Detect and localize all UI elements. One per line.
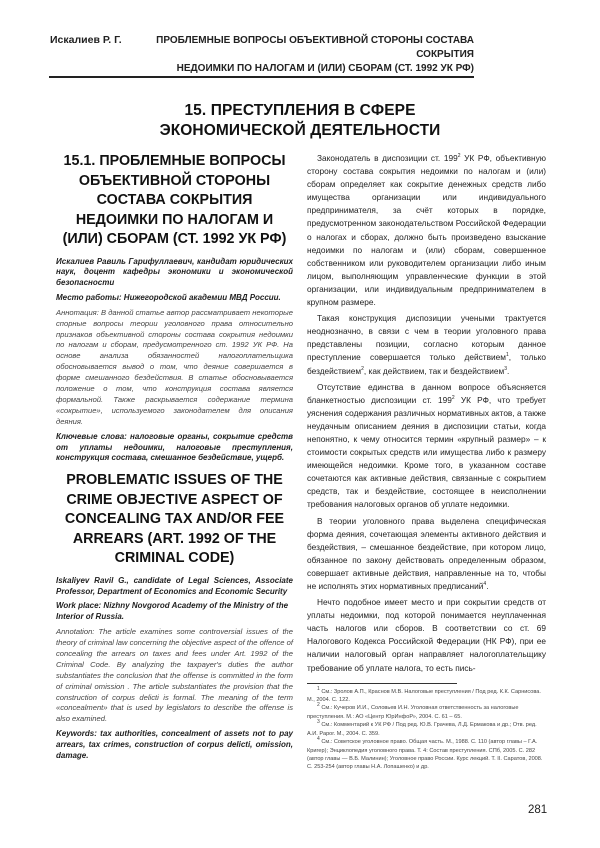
header-title: [144, 34, 474, 76]
page-number: 281: [528, 804, 548, 816]
body-paragraph-2: [307, 312, 546, 377]
footnote-text: См.: Советское уголовное право. Общая часть. М., 1988. С. 110 (автор главы – Г.А. Кригер); Энциклопедия уголовного права. Т. 4: Состав преступления. СПб, 2005. С. 282 (автор главы — В.Б. Малинин); Уголовное право России. Курс лекций. Т. II. Саратов, 2008. С. 253-254 (автор главы Н.А. Лопашенко) и др.: [307, 739, 543, 771]
text-run: .: [506, 365, 510, 376]
footnote-text: См.: Комментарий к УК РФ / Под ред. Ю.В. Грачева, Л.Д. Ермакова и др.; Отв. ред. А.И. Рарог. М., 2004. С. 359.: [307, 722, 537, 737]
header-title-line-1: ПРОБЛЕМНЫЕ ВОПРОСЫ ОБЪЕКТИВНОЙ СТОРОНЫ СОСТАВА СОКРЫТИЯ: [156, 35, 474, 60]
header-title-line-2: НЕДОИМКИ ПО НАЛОГАМ И (ИЛИ) СБОРАМ (СТ. 1992 УК РФ): [176, 63, 474, 74]
footnote-ref-4[interactable]: 4: [483, 581, 487, 588]
text-run: .: [486, 581, 489, 591]
footnote-superscript: 2: [457, 153, 461, 160]
footnote-4: [307, 738, 546, 772]
footnote-ref-1[interactable]: 1: [505, 352, 509, 359]
text-run: УК РФ, объективную сторону состава сокрытия недоимки по налогам и (или) сборам определяет как сокрытие денежных средств либо имущества организации или индивидуального предпринимателя, за счёт которых в порядке, предусмотренном законодательством Российской Федерации о налогах и сборах, должно быть произведено взыскание недоимки по налогам и (или) сборам, совершенное собственником или руководителем организации либо иным лицом, выполняющим управленческие функции в этой организации, или индивидуальным предпринимателем в крупном размере.: [307, 153, 546, 308]
footnote-ref-2[interactable]: 2: [361, 365, 364, 372]
body-paragraph-5: Нечто подобное имеет место и при сокрытии средств от уплаты недоимки, под которой понимается неуплаченная часть налогов или сборов. В соответствии со ст. 69 Налогового Кодекса Российской Федерации (НК РФ), при ее наличии налоговый орган направляет налогоплательщику требование об уплате налога, то есть пись-: [307, 597, 546, 673]
footnote-1: [307, 685, 546, 705]
running-header: [50, 34, 474, 74]
author-info-ru: Искалиев Равиль Гарифуллаевич, кандидат юридических наук, доцент кафедры экономики и экономической безопасности: [56, 256, 293, 288]
chapter-title: [0, 101, 600, 141]
footnote-text: См.: Кучеров И.И., Соловьев И.Н. Уголовная ответственность за налоговые преступления. М.: АО «Центр ЮрИнфоР», 2004. С. 61 – 65.: [307, 705, 519, 720]
keywords-en: Keywords: tax authorities, concealment of assets not to pay arrears, tax crimes, construction of corpus delicti, omission, damage.: [56, 729, 293, 761]
footnote-number: 3: [317, 719, 320, 726]
footnote-3: [307, 721, 546, 738]
footnote-number: 1: [317, 685, 320, 692]
body-paragraph-1: [307, 152, 546, 309]
text-run: Отсутствие единства в данном вопросе объясняется бланкетностью диспозиции ст. 199: [307, 381, 546, 405]
footnotes: [307, 685, 546, 772]
keywords-ru: Ключевые слова: налоговые органы, сокрытие средств от уплаты недоимки, налоговые преступления, конструкция состава, смешанное бездействие, ущерб.: [56, 431, 293, 463]
body-paragraph-3: [307, 381, 546, 512]
chapter-title-line-2: ЭКОНОМИЧЕСКОЙ ДЕЯТЕЛЬНОСТИ: [159, 122, 441, 139]
footnote-2: [307, 704, 546, 721]
body-paragraph-4: [307, 515, 546, 594]
text-run: , как действием, так и бездействием: [363, 365, 505, 376]
footnote-text: См.: Зролов А.П., Краснов М.В. Налоговые преступления / Под ред. К.К. Сарнисова. М., 2004. С. 122.: [307, 688, 541, 704]
header-rule: [49, 76, 474, 78]
workplace-ru: Место работы: Нижегородской академии МВД России.: [56, 292, 281, 302]
chapter-title-line-1: 15. ПРЕСТУПЛЕНИЯ В СФЕРЕ: [184, 102, 416, 119]
text-run: Такая конструкция диспозиции учеными трактуется неоднозначно, в связи с чем в теории уголовного права представлены позиции, согласно которым данное преступление совершается только действием: [307, 313, 546, 363]
workplace-en: Work place: Nizhny Novgorod Academy of the Ministry of the Interior of Russia.: [56, 601, 289, 622]
footnote-ref-3[interactable]: 3: [504, 365, 507, 372]
text-run: , только бездействием: [307, 352, 546, 376]
text-run: В теории уголовного права выделена специфическая форма деяния, сочетающая элементы активного действия и бездействия, – смешанное бездействие, при котором лицо, обязанное по закону действовать определенным образом, совершает активные действия, направленные на то, чтобы не исполнять этих нормативных предписаний: [307, 515, 546, 591]
footnote-number: 2: [317, 702, 320, 709]
right-column: [307, 152, 546, 772]
section-title-ru: 15.1. ПРОБЛЕМНЫЕ ВОПРОСЫ ОБЪЕКТИВНОЙ СТОРОНЫ СОСТАВА СОКРЫТИЯ НЕДОИМКИ ПО НАЛОГАМ И (ИЛИ) СБОРАМ (СТ. 1992 УК РФ): [62, 153, 287, 247]
header-author: Искалиев Р. Г.: [50, 34, 122, 46]
text-run: УК РФ, что требует уяснения содержания различных нормативных актов, а также неудачным описанием деяния в диспозиции статьи, когда непонятно, к чему относится термин «крупный размер» – к стоимости сокрытых средств или имущества либо к размеру имеющейся недоимки. Кроме того, в указанном составе сочетаются как активные действия, связанные с сокрытием средств, так и бездействие, состоящее в неисполнении требования налоговых органов об уплате недоимки.: [307, 394, 546, 510]
section-title-en: PROBLEMATIC ISSUES OF THE CRIME OBJECTIVE ASPECT OF CONCEALING TAX AND/OR FEE ARREARS (ART. 1992 OF THE CRIMINAL CODE): [64, 472, 285, 567]
annotation-ru: Аннотация: В данной статье автор рассматривает некоторые спорные вопросы теории уголовного права относительно признаков объективной стороны состава сокрытия недоимки по налогам и сборам, предусмотренного ст. 1992 УК РФ. На основе анализа обязанностей налогоплательщика обосновывается вывод о том, что деяние совершается в форме смешанного бездействия. В статье обосновывается положение о том, что конструкция состава является формальной. Также раскрывается содержание термина «сокрытие», используемого законодателем для описания деяния.: [56, 307, 293, 426]
left-column: [56, 152, 293, 762]
annotation-en: Annotation: The article examines some controversial issues of the theory of criminal law concerning the objective aspect of the offence of concealing the arrears on taxes and fees under Art. 1992 of the Criminal Code. By analyzing the taxpayer's duties the author substantiates the conclusion that the offense is committed in the form of criminal omission . The article substantiates the provision that the construction of corpus delicti is formal. The meaning of the term «concealment» that is used by legislators to describe the offense is also examined.: [56, 627, 293, 724]
footnote-separator: [307, 683, 457, 684]
footnote-number: 4: [317, 736, 320, 743]
text-run: Законодатель в диспозиции ст. 199: [317, 153, 458, 163]
author-info-en: Iskaliyev Ravil G., candidate of Legal Sciences, Associate Professor, Department of Economics and Economic Security: [56, 575, 293, 596]
footnote-superscript: 2: [451, 394, 455, 401]
